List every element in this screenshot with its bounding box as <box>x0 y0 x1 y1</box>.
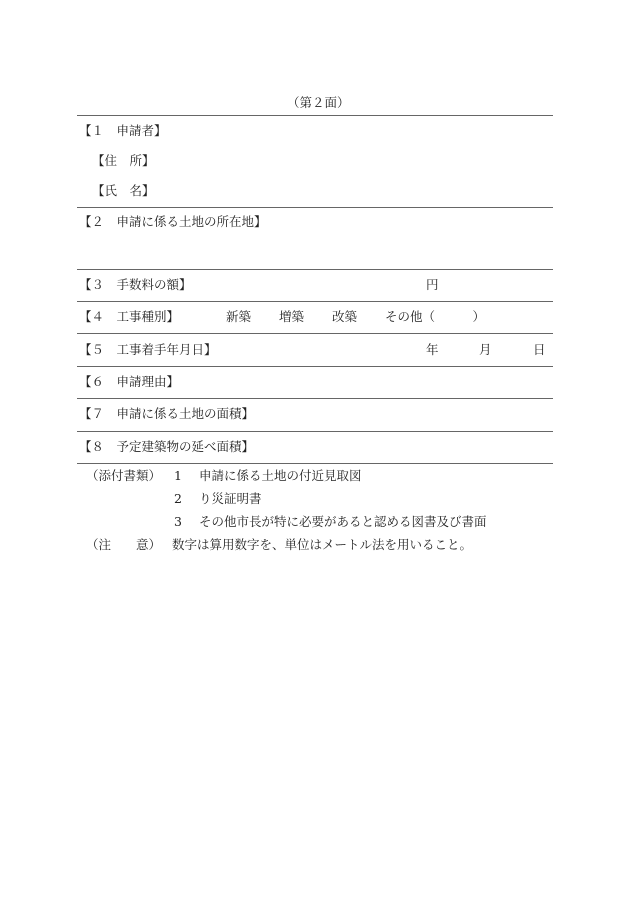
attachment-num-1: 1 <box>174 468 182 483</box>
option-extension[interactable]: 増築 <box>279 309 305 324</box>
address-field-label: 【住 所】 <box>92 153 155 168</box>
section-5-title: 【５ 工事着手年月日】 <box>79 342 217 357</box>
day-label: 日 <box>533 342 546 357</box>
divider <box>77 463 553 464</box>
section-8-title: 【８ 予定建築物の延べ面積】 <box>79 439 255 454</box>
attachment-text-3: その他市長が特に必要があると認める図書及び書面 <box>199 514 487 529</box>
section-3-title: 【３ 手数料の額】 <box>79 277 192 292</box>
divider <box>77 398 553 399</box>
section-1-title: 【１ 申請者】 <box>79 123 167 138</box>
section-2-title: 【２ 申請に係る土地の所在地】 <box>79 214 267 229</box>
name-field-label: 【氏 名】 <box>92 183 155 198</box>
divider <box>77 207 553 208</box>
note-label: （注 意） <box>86 537 162 552</box>
section-4-title: 【４ 工事種別】 <box>79 309 180 324</box>
option-other[interactable]: その他（ ） <box>385 309 486 324</box>
divider <box>77 431 553 432</box>
page-label: （第２面） <box>287 95 350 110</box>
option-rebuild[interactable]: 改築 <box>332 309 358 324</box>
attachment-num-3: 3 <box>174 514 182 529</box>
attachment-num-2: 2 <box>174 491 182 506</box>
divider <box>77 366 553 367</box>
divider <box>77 115 553 116</box>
option-new-build[interactable]: 新築 <box>226 309 252 324</box>
section-7-title: 【７ 申請に係る土地の面積】 <box>79 406 255 421</box>
divider <box>77 333 553 334</box>
divider <box>77 301 553 302</box>
section-6-title: 【６ 申請理由】 <box>79 374 180 389</box>
divider <box>77 269 553 270</box>
fee-unit: 円 <box>426 277 439 292</box>
year-label: 年 <box>426 342 439 357</box>
note-text: 数字は算用数字を、単位はメートル法を用いること。 <box>172 537 473 552</box>
attachment-text-2: り災証明書 <box>199 491 262 506</box>
month-label: 月 <box>479 342 492 357</box>
attachments-label: （添付書類） <box>86 468 162 483</box>
attachment-text-1: 申請に係る土地の付近見取図 <box>199 468 362 483</box>
